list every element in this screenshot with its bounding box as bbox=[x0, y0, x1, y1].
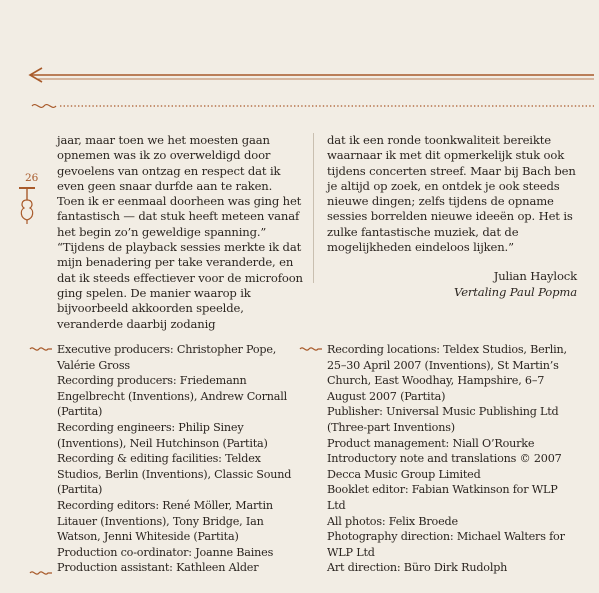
credit-line: Recording & editing facilities: Teldex Studios, Berlin (Inventions), Classic Sound (Partita) bbox=[57, 452, 292, 497]
squiggle-ornament bbox=[28, 344, 54, 354]
squiggle-ornament bbox=[298, 344, 324, 354]
credit-line: Art direction: Büro Dirk Rudolph bbox=[327, 561, 508, 575]
essay-paragraph: jaar, maar toen we het moesten gaan opnemen was ik zo overweldigd door gevoelens van ontzag en respect dat ik even geen snaar durfde aan te raken. Toen ik er eenmaal doorheen was ging het fantastisch — dat stuk heeft meteen vanaf het begin zo’n geweldige spanning.” bbox=[57, 133, 302, 239]
essay-column-right bbox=[327, 133, 577, 300]
violin-icon bbox=[16, 186, 38, 226]
page-number: 26 bbox=[25, 172, 39, 184]
author-name: Julian Haylock bbox=[493, 269, 577, 284]
essay-paragraph: dat ik een ronde toonkwaliteit bereikte waarnaar ik met dit opmerkelijk stuk ook tijdens concerten streef. Maar bij Bach ben je altijd op zoek, en ontdek je ook steeds nieuwe dingen; zelfs tijdens de opname sessies borrelden nieuwe ideeën op. Het is zulke fantastische muziek, dat de mogelijkheden eindeloos lijken.” bbox=[327, 133, 576, 255]
credit-line: Recording engineers: Philip Siney (Inventions), Neil Hutchinson (Partita) bbox=[57, 420, 268, 450]
credit-line: Production co-ordinator: Joanne Baines bbox=[57, 545, 274, 559]
credit-line: Production assistant: Kathleen Alder bbox=[57, 561, 259, 575]
credit-line: Recording producers: Friedemann Engelbrecht (Inventions), Andrew Cornall (Partita) bbox=[57, 374, 287, 419]
squiggle-ornament bbox=[28, 568, 54, 578]
credits-right bbox=[327, 342, 575, 576]
credit-line: All photos: Felix Broede bbox=[327, 514, 458, 528]
credit-line: Recording locations: Teldex Studios, Berlin, 25–30 April 2007 (Inventions), St Martin’s Church, East Woodhay, Hampshire, 6–7 August 2007 (Partita) bbox=[327, 343, 567, 403]
credit-line: Booklet editor: Fabian Watkinson for WLP Ltd bbox=[327, 483, 558, 512]
credit-line: Product management: Niall O’Rourke bbox=[327, 436, 535, 450]
credit-line: Introductory note and translations © 2007 Decca Music Group Limited bbox=[327, 452, 562, 481]
essay-column-left bbox=[57, 133, 303, 332]
credit-line: Photography direction: Michael Walters for WLP Ltd bbox=[327, 530, 565, 559]
arrow-rule-ornament bbox=[28, 66, 596, 84]
essay-paragraph: “Tijdens de playback sessies merkte ik dat mijn benadering per take veranderde, en dat ik steeds effectiever voor de microfoon ging spelen. De manier waarop ik bijvoorbeeld akkoorden speelde, veranderde daarbij zodanig bbox=[57, 240, 303, 331]
dotted-rule-ornament bbox=[30, 100, 596, 112]
credit-line: Publisher: Universal Music Publishing Ltd (Three-part Inventions) bbox=[327, 405, 559, 434]
translator-credit: Vertaling Paul Popma bbox=[454, 284, 577, 299]
column-divider bbox=[313, 133, 314, 283]
credit-line: Recording editors: René Möller, Martin Litauer (Inventions), Tony Bridge, Ian Watson, Jenni Whiteside (Partita) bbox=[57, 498, 273, 544]
credits-left bbox=[57, 342, 297, 576]
credit-line: Executive producers: Christopher Pope, Valérie Gross bbox=[57, 343, 277, 372]
